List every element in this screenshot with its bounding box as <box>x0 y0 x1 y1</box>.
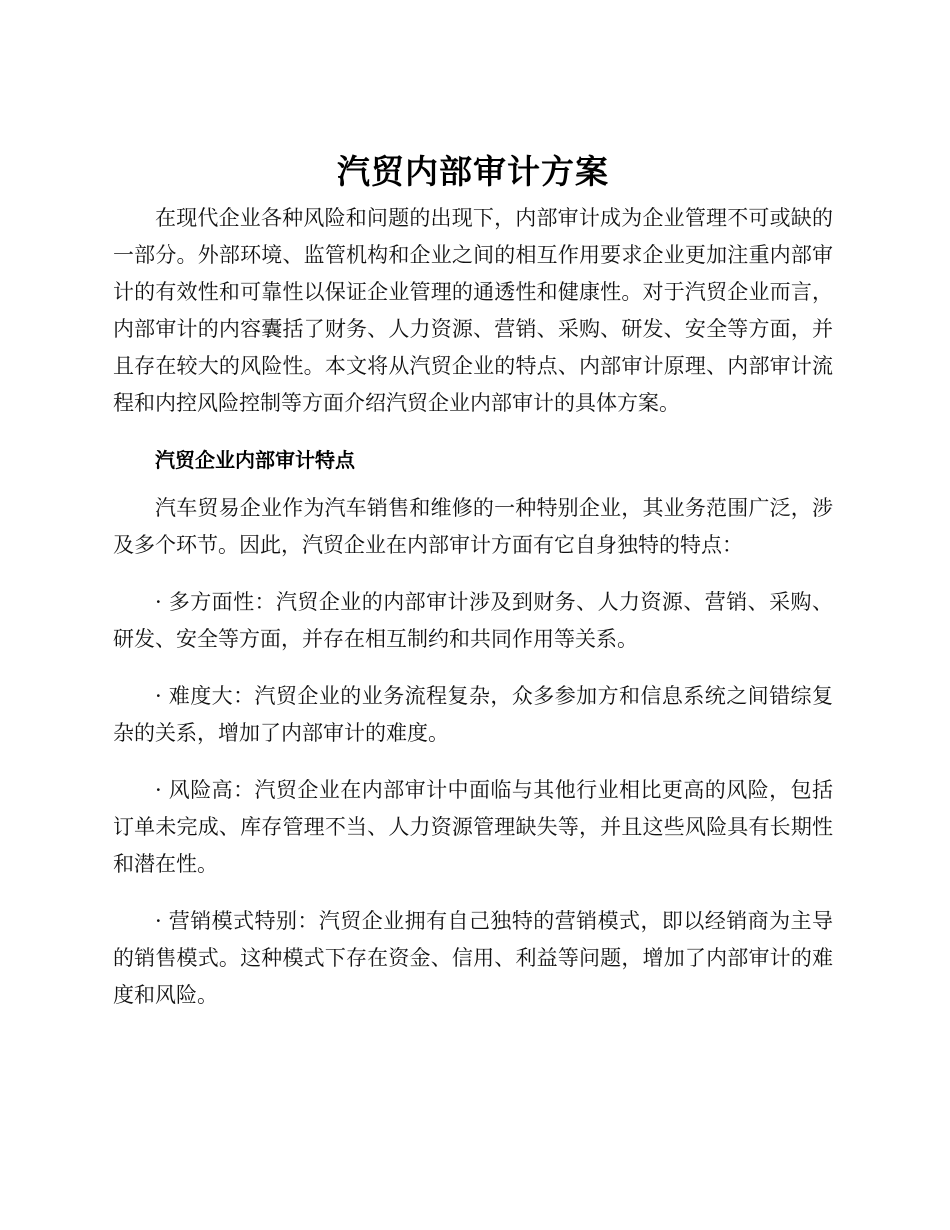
section-lead-paragraph: 汽车贸易企业作为汽车销售和维修的一种特别企业，其业务范围广泛，涉及多个环节。因此，汽贸企业在内部审计方面有它自身独特的特点： <box>113 496 833 557</box>
bullet-point-difficulty: · 难度大：汽贸企业的业务流程复杂，众多参加方和信息系统之间错综复杂的关系，增加了内部审计的难度。 <box>113 684 833 745</box>
document-title: 汽贸内部审计方案 <box>337 152 609 191</box>
bullet-point-multifaceted: · 多方面性：汽贸企业的内部审计涉及到财务、人力资源、营销、采购、研发、安全等方面，并存在相互制约和共同作用等关系。 <box>113 590 833 651</box>
document-page <box>113 150 833 1014</box>
section-heading: 汽贸企业内部审计特点 <box>155 448 355 472</box>
bullet-point-marketing-model: · 营销模式特别：汽贸企业拥有自己独特的营销模式，即以经销商为主导的销售模式。这种模式下存在资金、信用、利益等问题，增加了内部审计的难度和风险。 <box>113 909 833 1007</box>
bullet-point-risk: · 风险高：汽贸企业在内部审计中面临与其他行业相比更高的风险，包括订单未完成、库存管理不当、人力资源管理缺失等，并且这些风险具有长期性和潜在性。 <box>113 778 833 876</box>
intro-paragraph: 在现代企业各种风险和问题的出现下，内部审计成为企业管理不可或缺的一部分。外部环境、监管机构和企业之间的相互作用要求企业更加注重内部审计的有效性和可靠性以保证企业管理的通透性和健康性。对于汽贸企业而言，内部审计的内容囊括了财务、人力资源、营销、采购、研发、安全等方面，并且存在较大的风险性。本文将从汽贸企业的特点、内部审计原理、内部审计流程和内控风险控制等方面介绍汽贸企业内部审计的具体方案。 <box>113 206 833 415</box>
